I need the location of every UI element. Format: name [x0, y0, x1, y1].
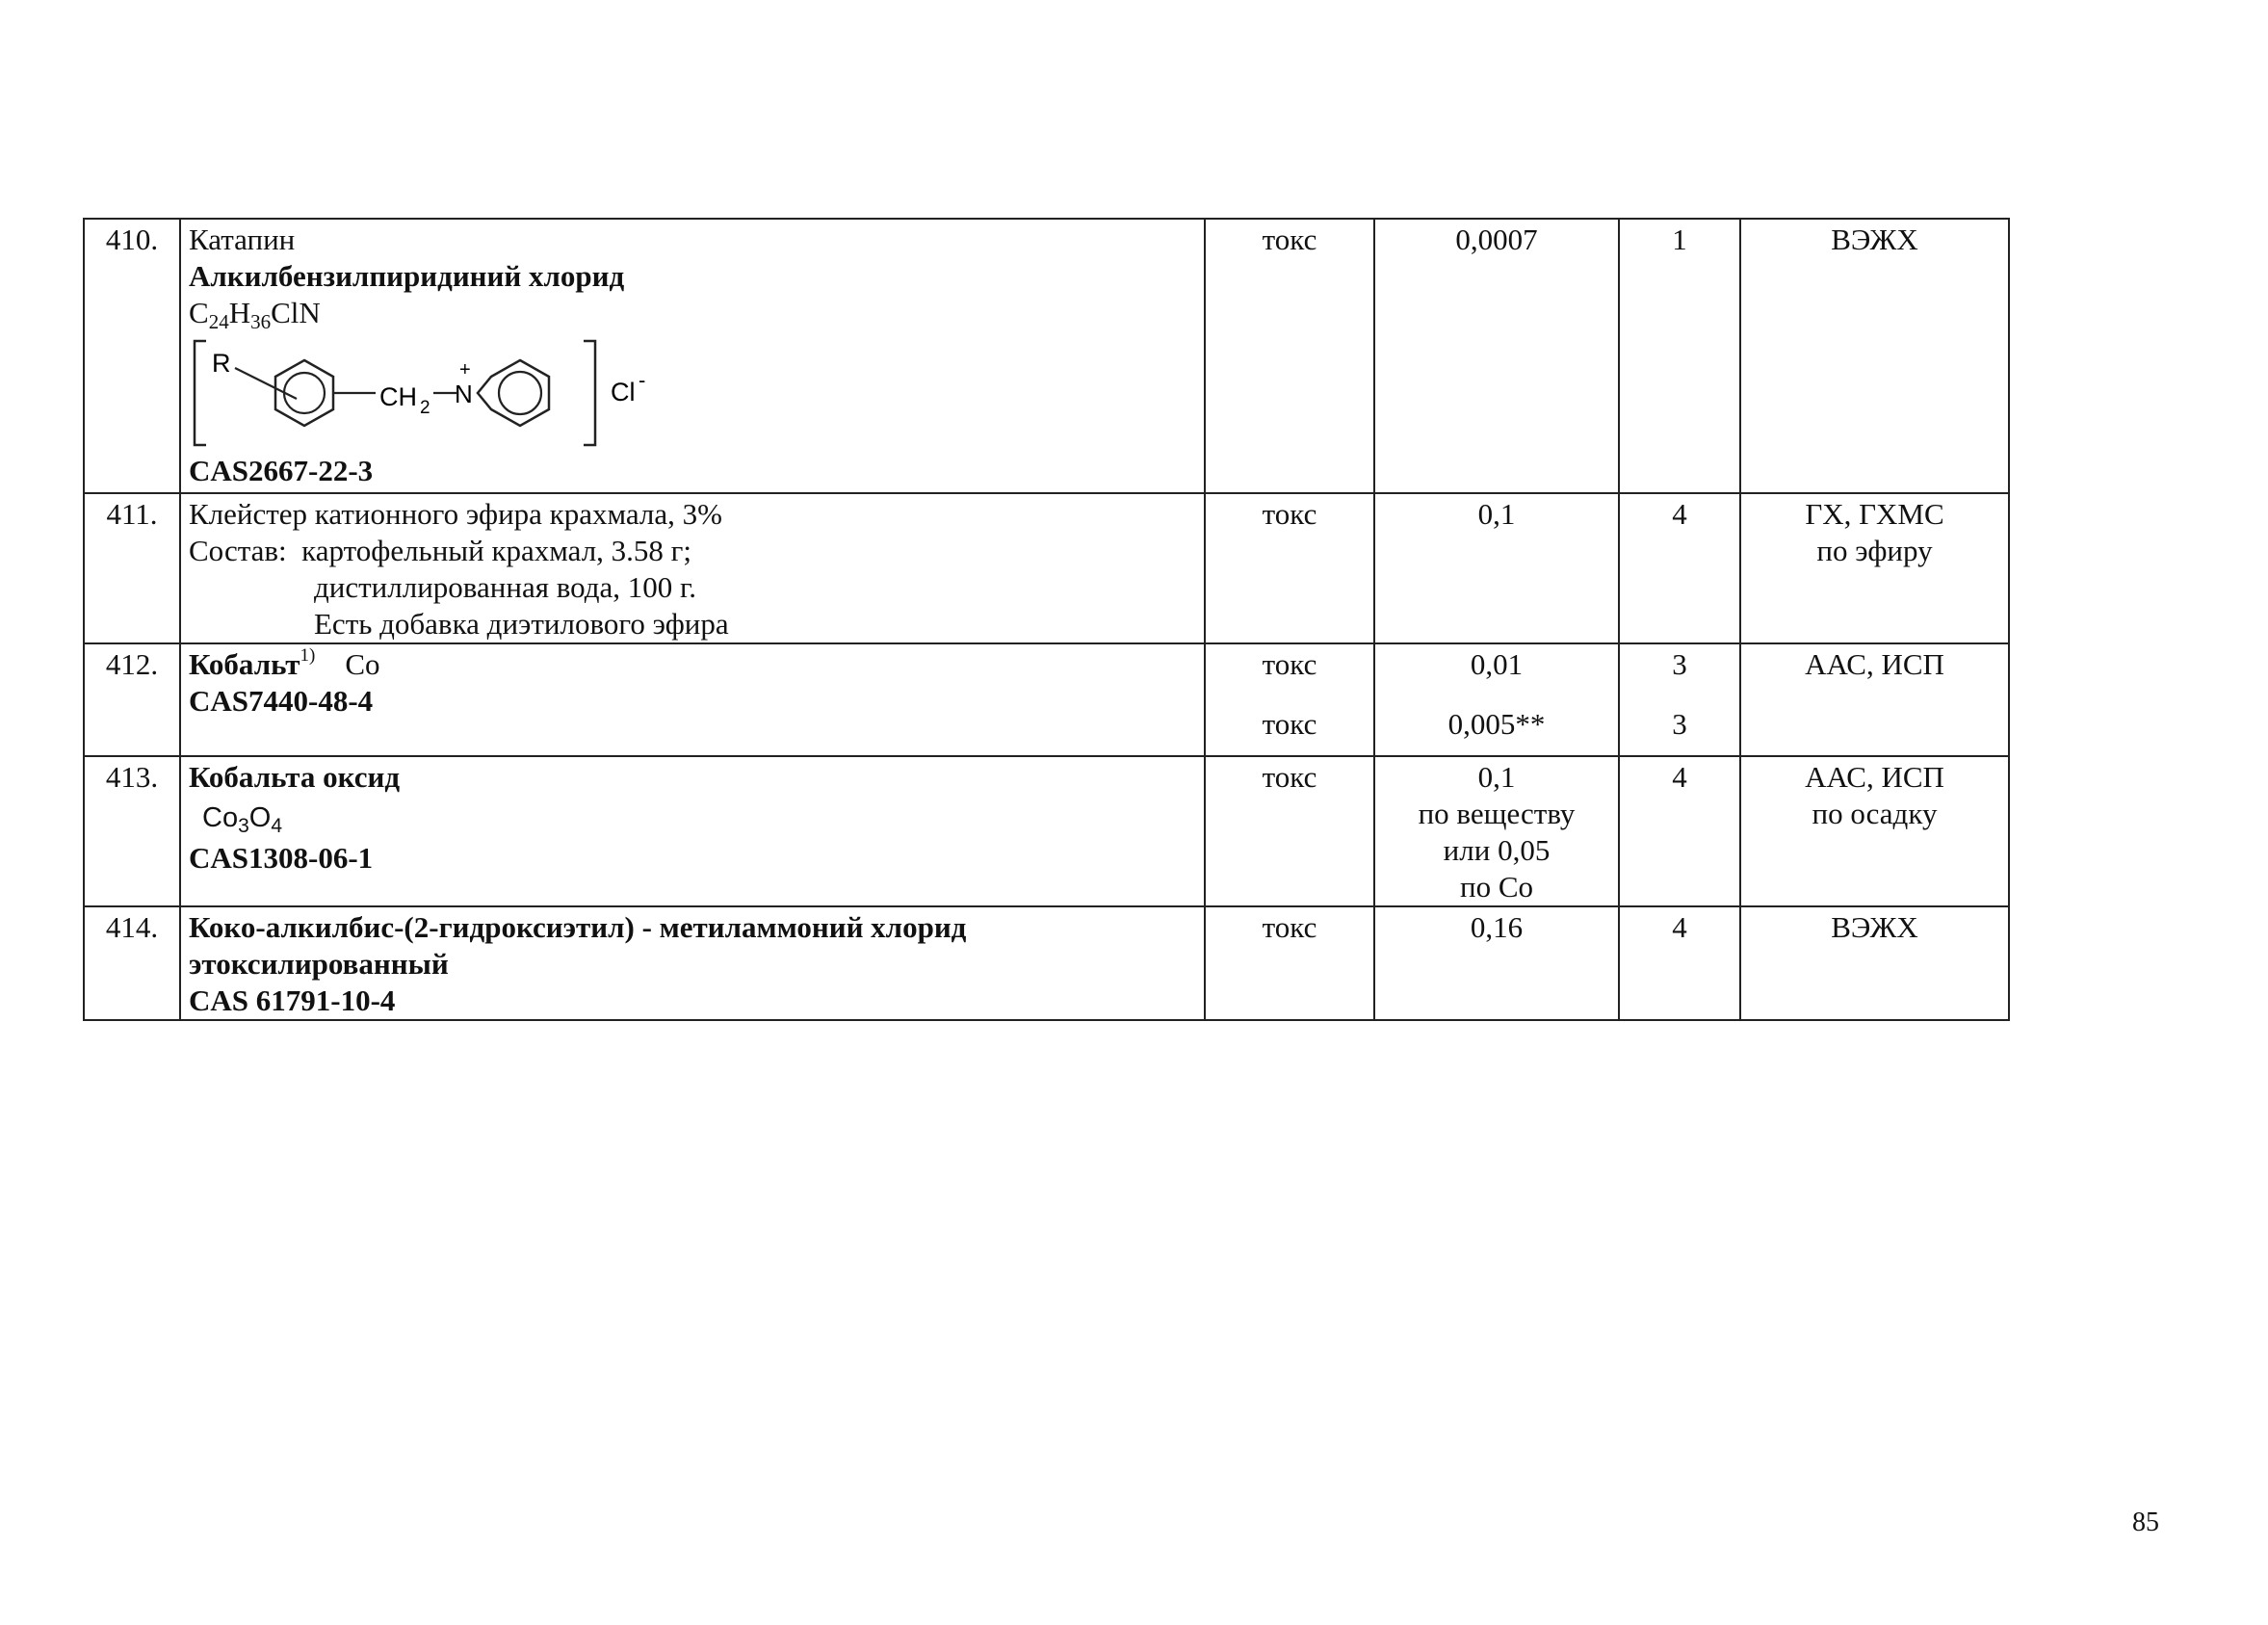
substance-cell [180, 906, 1205, 1020]
svg-text:-: - [639, 368, 646, 392]
substance-trade-name: Катапин [189, 223, 296, 256]
row-number: 414. [84, 906, 180, 1020]
table-row [84, 493, 2009, 643]
limit-type: токс [1205, 906, 1374, 1020]
svg-text:N: N [455, 380, 473, 408]
limit-value: 0,0007 [1374, 219, 1619, 493]
svg-text:CH: CH [379, 382, 417, 411]
substance-name: Алкилбензилпиридиний хлорид [189, 259, 625, 293]
row-number: 411. [84, 493, 180, 643]
substance-name-line: Кобальт$^{1)}$ Co [189, 645, 380, 681]
row-number: 413. [84, 756, 180, 906]
analysis-method: ААС, ИСП по осадку [1740, 756, 2009, 906]
analysis-method: ВЭЖХ [1740, 219, 2009, 493]
structure-diagram [189, 333, 690, 453]
svg-text:Cl: Cl [611, 378, 636, 406]
analysis-method: ВЭЖХ [1740, 906, 2009, 1020]
limit-value: 0,01 0,005** [1374, 643, 1619, 756]
limit-value: 0,1 [1374, 493, 1619, 643]
table-row [84, 906, 2009, 1020]
footnote-marker: 1) [300, 645, 316, 666]
hazard-class: 4 [1619, 493, 1740, 643]
cas-number: CAS2667-22-3 [189, 454, 374, 487]
cas-number: CAS 61791-10-4 [189, 983, 396, 1017]
analysis-method: ААС, ИСП [1740, 643, 2009, 756]
composition-item: картофельный крахмал, 3.58 г; [301, 534, 692, 567]
limit-type: токс [1205, 756, 1374, 906]
substance-name: Кобальта оксид [189, 760, 401, 794]
composition-item: дистиллированная вода, 100 г. [314, 570, 697, 604]
composition-line [189, 533, 1196, 569]
element-symbol: Co [345, 647, 380, 681]
hazard-class: 1 [1619, 219, 1740, 493]
table-row [84, 219, 2009, 493]
substances-table [83, 218, 2010, 1021]
hazard-class: 4 [1619, 906, 1740, 1020]
cas-number: CAS7440-48-4 [189, 684, 374, 718]
limit-type: токс [1205, 493, 1374, 643]
limit-type: токс [1205, 219, 1374, 493]
limit-value: 0,16 [1374, 906, 1619, 1020]
composition-note: Есть добавка диэтилового эфира [314, 607, 729, 641]
svg-text:2: 2 [420, 398, 430, 418]
table-row [84, 643, 2009, 756]
hazard-class: 3 3 [1619, 643, 1740, 756]
substance-name: Клейстер катионного эфира крахмала, 3% [189, 497, 722, 531]
limit-value: 0,1 по веществу или 0,05 по Co [1374, 756, 1619, 906]
svg-text:+: + [459, 359, 471, 380]
table-row [84, 756, 2009, 906]
substance-formula: $Co_3O_4$ [202, 802, 283, 837]
substance-formula: $C_{24}H_{36}ClN$ [189, 296, 321, 333]
cas-number: CAS1308-06-1 [189, 841, 374, 875]
substance-name-cont: этоксилированный [189, 947, 449, 981]
substance-cell [180, 493, 1205, 643]
limit-type: токс токс [1205, 643, 1374, 756]
row-number: 410. [84, 219, 180, 493]
substance-cell [180, 756, 1205, 906]
svg-text:R: R [212, 349, 231, 378]
composition-label: Состав: [189, 534, 287, 567]
hazard-class: 4 [1619, 756, 1740, 906]
substance-cell [180, 219, 1205, 493]
page-number: 85 [2132, 1507, 2159, 1537]
analysis-method: ГХ, ГХМС по эфиру [1740, 493, 2009, 643]
substance-cell [180, 643, 1205, 756]
row-number: 412. [84, 643, 180, 756]
substance-name: Коко-алкилбис-(2-гидроксиэтил) - метиламмоний хлорид [189, 910, 967, 944]
